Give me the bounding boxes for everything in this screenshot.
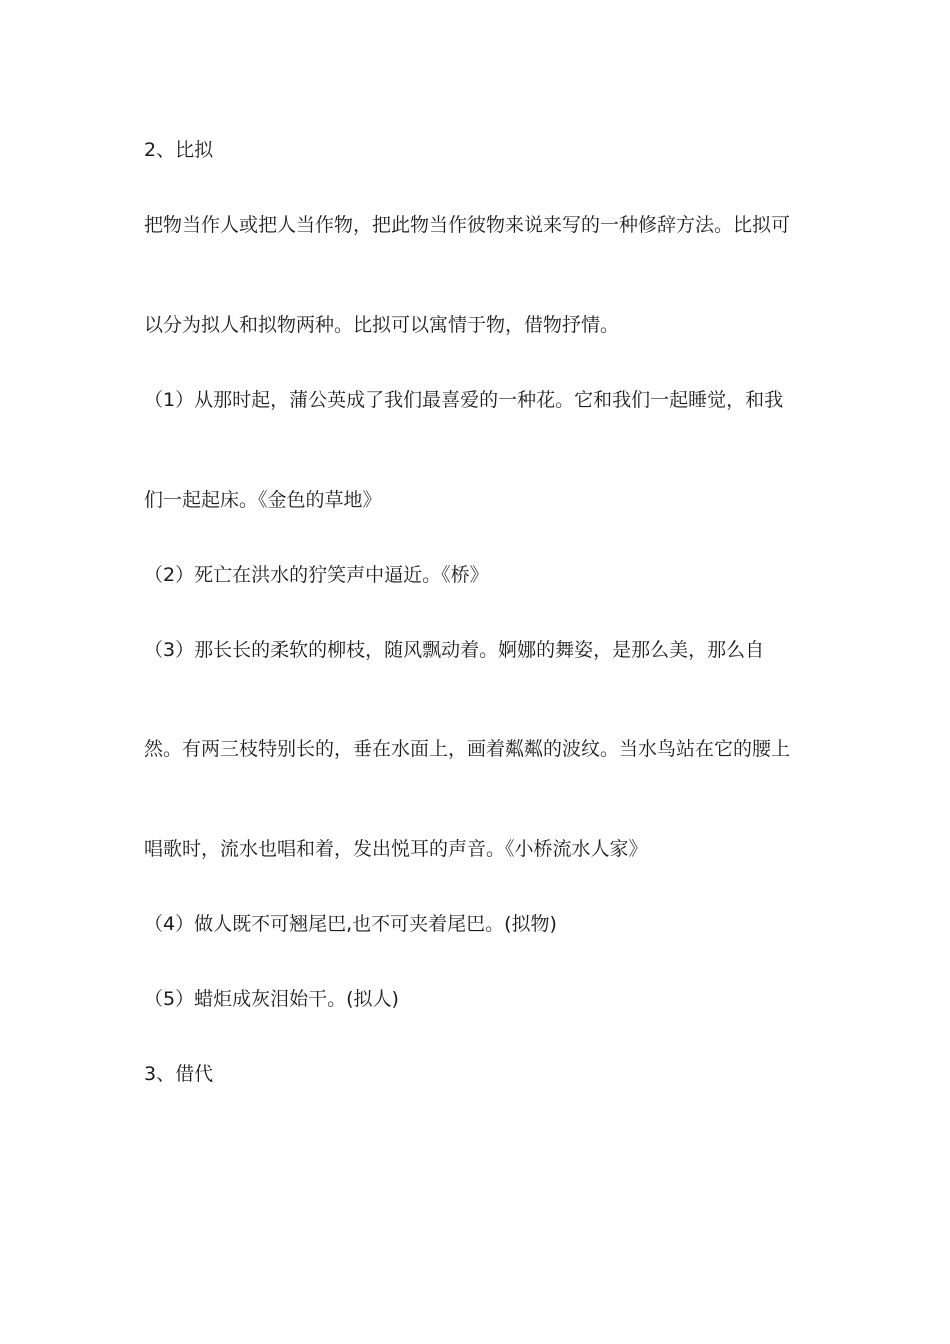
example-1-line-2: 们一起起床。《金色的草地》 xyxy=(144,489,382,511)
example-4: （4）做人既不可翘尾巴,也不可夹着尾巴。(拟物) xyxy=(144,913,557,935)
definition-text-line-1: 把物当作人或把人当作物，把此物当作彼物来说来写的一种修辞方法。比拟可 xyxy=(144,214,791,236)
example-3-line-2: 然。有两三枝特别长的，垂在水面上，画着粼粼的波纹。当水鸟站在它的腰上 xyxy=(144,738,791,760)
example-2: （2）死亡在洪水的狞笑声中逼近。《桥》 xyxy=(144,564,489,586)
section-heading-metonymy: 3、借代 xyxy=(144,1063,214,1085)
example-3-line-1: （3）那长长的柔软的柳枝，随风飘动着。婀娜的舞姿，是那么美，那么自 xyxy=(144,639,765,661)
section-heading-personification: 2、比拟 xyxy=(144,139,214,161)
example-5: （5）蜡炬成灰泪始干。(拟人) xyxy=(144,988,399,1010)
example-3-line-3: 唱歌时，流水也唱和着，发出悦耳的声音。《小桥流水人家》 xyxy=(144,838,648,860)
definition-text-line-2: 以分为拟人和拟物两种。比拟可以寓情于物，借物抒情。 xyxy=(144,314,620,336)
example-1-line-1: （1）从那时起，蒲公英成了我们最喜爱的一种花。它和我们一起睡觉，和我 xyxy=(144,389,784,411)
